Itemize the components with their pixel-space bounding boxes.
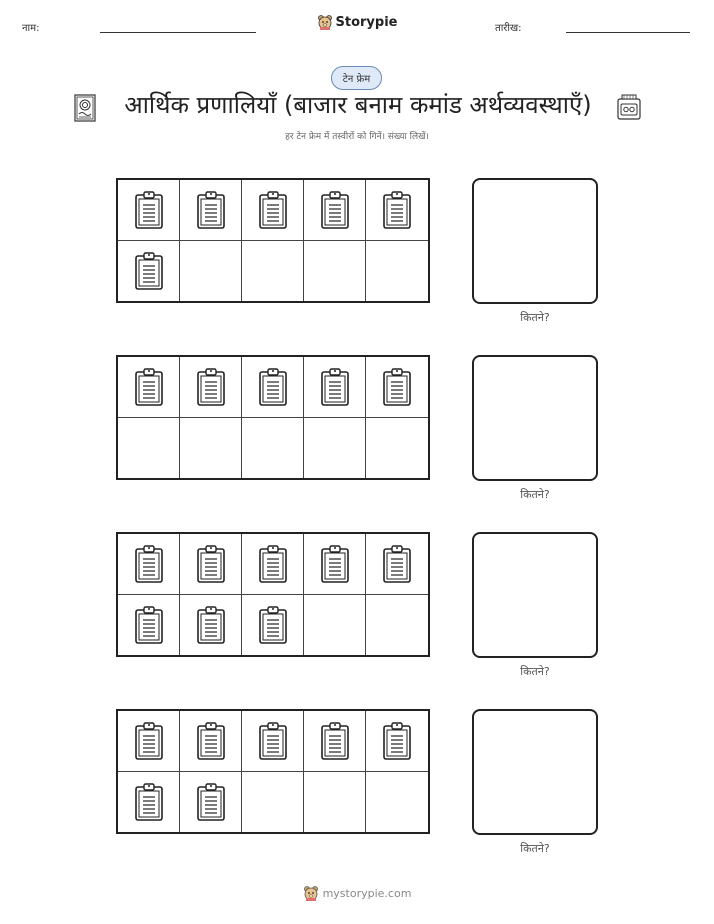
clipboard-icon [134, 721, 164, 761]
cereal-box-icon [74, 94, 96, 122]
frame-cell [118, 534, 180, 595]
name-label: नाम: [22, 23, 40, 34]
clipboard-icon [134, 544, 164, 584]
instructions: हर टेन फ्रेम में तस्वीरों को गिनें। संख्या लिखें। [285, 132, 429, 142]
clipboard-icon [134, 251, 164, 291]
brand-name: Storypie [335, 14, 398, 30]
frame-cell [366, 772, 428, 833]
bear-mascot-icon [317, 14, 333, 30]
frame-cell [118, 357, 180, 418]
answer-prompt: कितने? [520, 488, 550, 501]
frame-cell [366, 418, 428, 479]
frame-cell [118, 595, 180, 656]
frame-cell [180, 241, 242, 302]
frame-cell [366, 357, 428, 418]
clipboard-icon [134, 782, 164, 822]
frame-cell [304, 711, 366, 772]
clipboard-icon [258, 544, 288, 584]
frame-cell [366, 180, 428, 241]
frame-cell [180, 418, 242, 479]
clipboard-icon [382, 544, 412, 584]
clipboard-icon [196, 190, 226, 230]
clipboard-icon [320, 190, 350, 230]
bear-mascot-icon [303, 885, 319, 901]
clipboard-icon [258, 605, 288, 645]
answer-box[interactable] [472, 532, 598, 658]
frame-cell [366, 711, 428, 772]
frame-cell [118, 418, 180, 479]
clipboard-icon [320, 367, 350, 407]
clipboard-icon [134, 605, 164, 645]
frame-cell [118, 711, 180, 772]
clipboard-icon [382, 721, 412, 761]
worksheet-type-badge: टेन फ्रेम [331, 66, 382, 90]
clipboard-icon [196, 721, 226, 761]
footer [0, 885, 714, 901]
frame-cell [180, 772, 242, 833]
frame-cell [242, 418, 304, 479]
date-line[interactable] [566, 32, 690, 33]
frame-cell [304, 534, 366, 595]
frame-cell [118, 180, 180, 241]
frame-cell [304, 772, 366, 833]
clipboard-icon [320, 721, 350, 761]
frame-cell [242, 534, 304, 595]
frame-cell [118, 241, 180, 302]
clipboard-icon [382, 367, 412, 407]
footer-url: mystorypie.com [322, 886, 412, 900]
frame-cell [242, 180, 304, 241]
frame-cell [242, 711, 304, 772]
frame-cell [180, 357, 242, 418]
date-label: तारीख: [495, 23, 522, 34]
frame-cell [304, 595, 366, 656]
frame-cell [304, 180, 366, 241]
clipboard-icon [258, 721, 288, 761]
frame-cell [242, 241, 304, 302]
clipboard-icon [196, 367, 226, 407]
frame-cell [180, 534, 242, 595]
worksheet-title: आर्थिक प्रणालियाँ (बाजार बनाम कमांड अर्थव्यवस्थाएँ) [124, 91, 592, 119]
answer-prompt: कितने? [520, 311, 550, 324]
frame-cell [180, 711, 242, 772]
frame-cell [180, 595, 242, 656]
clipboard-icon [134, 367, 164, 407]
answer-box[interactable] [472, 355, 598, 481]
frame-cell [366, 241, 428, 302]
ten-frame [116, 532, 430, 657]
frame-cell [242, 357, 304, 418]
frame-cell [304, 357, 366, 418]
frame-cell [304, 418, 366, 479]
ten-frame [116, 178, 430, 303]
frame-cell [304, 241, 366, 302]
clipboard-icon [382, 190, 412, 230]
answer-box[interactable] [472, 709, 598, 835]
frame-cell [180, 180, 242, 241]
clipboard-icon [320, 544, 350, 584]
frame-cell [118, 772, 180, 833]
clipboard-icon [258, 190, 288, 230]
brand-logo [0, 14, 714, 30]
clipboard-icon [196, 605, 226, 645]
answer-prompt: कितने? [520, 842, 550, 855]
ten-frame [116, 709, 430, 834]
frame-cell [366, 534, 428, 595]
name-line[interactable] [100, 32, 256, 33]
ten-frame [116, 355, 430, 480]
answer-prompt: कितने? [520, 665, 550, 678]
clipboard-icon [258, 367, 288, 407]
answer-box[interactable] [472, 178, 598, 304]
clipboard-icon [196, 544, 226, 584]
frame-cell [242, 595, 304, 656]
radio-icon [617, 94, 641, 120]
frame-cell [366, 595, 428, 656]
clipboard-icon [196, 782, 226, 822]
frame-cell [242, 772, 304, 833]
clipboard-icon [134, 190, 164, 230]
